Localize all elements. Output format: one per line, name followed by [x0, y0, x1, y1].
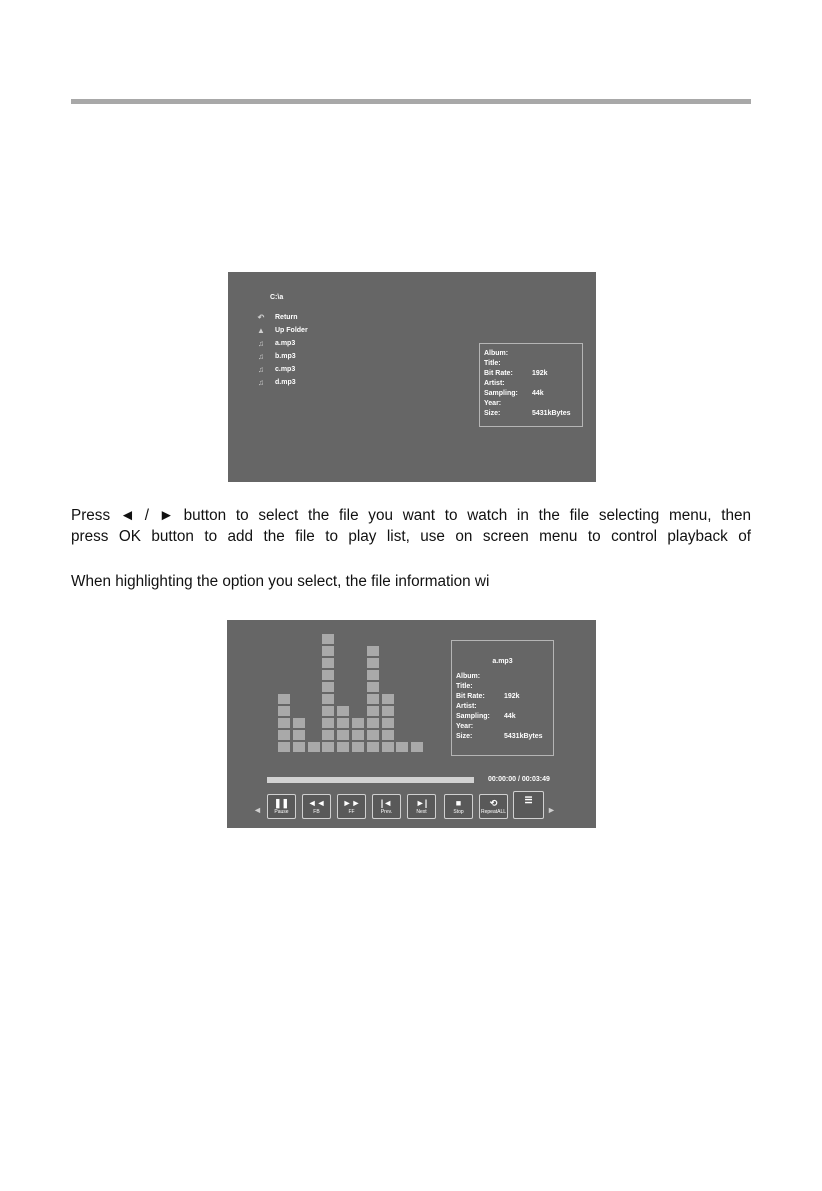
equalizer-block: [278, 694, 290, 704]
file-item-b-mp3[interactable]: [256, 351, 296, 362]
equalizer-block: [322, 694, 334, 704]
equalizer-block: [382, 718, 394, 728]
fast-forward-icon: ►►: [342, 798, 361, 808]
skip-previous-icon: |◄: [380, 798, 393, 808]
file-item-label: d.mp3: [275, 379, 296, 386]
equalizer-block: [352, 718, 364, 728]
instruction-paragraph: [71, 505, 751, 547]
info-row-artist: Artist:: [456, 703, 477, 710]
file-item-c-mp3[interactable]: [256, 364, 295, 375]
left-arrow-icon[interactable]: ◄: [253, 805, 262, 815]
equalizer-block: [367, 706, 379, 716]
equalizer-block: [322, 742, 334, 752]
equalizer-block: [411, 742, 423, 752]
file-info-panel: [451, 640, 554, 756]
equalizer-block: [352, 742, 364, 752]
equalizer-block: [278, 730, 290, 740]
fast-backward-button[interactable]: [302, 794, 331, 819]
file-item-label: Return: [275, 314, 298, 321]
info-row-year: Year:: [484, 400, 502, 407]
current-path: C:\a: [270, 294, 284, 301]
rewind-icon: ◄◄: [307, 798, 326, 808]
equalizer-block: [352, 730, 364, 740]
equalizer-block: [322, 706, 334, 716]
file-item-a-mp3[interactable]: [256, 338, 295, 349]
equalizer-block: [278, 742, 290, 752]
equalizer-block: [278, 718, 290, 728]
info-row-year: Year:: [456, 723, 474, 730]
button-label: Pause: [274, 809, 289, 815]
info-row-title: Title:: [456, 683, 473, 690]
next-button[interactable]: [407, 794, 436, 819]
equalizer-block: [367, 742, 379, 752]
right-arrow-icon[interactable]: ►: [547, 805, 556, 815]
pause-icon: ❚❚: [273, 798, 290, 808]
repeat-all-button[interactable]: [479, 794, 508, 819]
equalizer-block: [396, 742, 408, 752]
equalizer-block: [367, 718, 379, 728]
instruction-line: press OK button to add the file to play list, use on screen menu to control playback of: [71, 528, 751, 545]
header-rule: [71, 99, 751, 104]
equalizer-block: [367, 682, 379, 692]
playlist-icon: ☰: [524, 795, 533, 805]
file-item-up-folder[interactable]: [256, 325, 308, 336]
highlight-paragraph: When highlighting the option you select, the file information wi: [71, 573, 490, 590]
pause-button[interactable]: [267, 794, 296, 819]
equalizer-block: [278, 706, 290, 716]
equalizer-block: [367, 670, 379, 680]
equalizer-block: [322, 658, 334, 668]
equalizer-block: [293, 718, 305, 728]
equalizer-block: [322, 634, 334, 644]
button-label: Stop: [453, 809, 464, 815]
info-row-artist: Artist:: [484, 380, 505, 387]
button-label: FF: [348, 809, 355, 815]
file-item-d-mp3[interactable]: [256, 377, 296, 388]
equalizer-block: [308, 742, 320, 752]
equalizer-block: [293, 730, 305, 740]
info-row-size: Size: 5431kBytes: [484, 410, 571, 417]
file-item-label: a.mp3: [275, 340, 296, 347]
equalizer-visualizer: [227, 620, 447, 760]
repeat-icon: ⟲: [489, 798, 498, 808]
equalizer-block: [337, 718, 349, 728]
up-folder-icon: ▲: [257, 326, 265, 335]
file-info-title: a.mp3: [492, 658, 513, 665]
equalizer-block: [367, 646, 379, 656]
equalizer-block: [322, 718, 334, 728]
music-file-icon: ♫: [258, 339, 264, 348]
equalizer-block: [322, 682, 334, 692]
info-row-bitrate: Bit Rate: 192k: [456, 693, 520, 700]
equalizer-block: [367, 658, 379, 668]
file-item-label: b.mp3: [275, 353, 296, 360]
button-label: RepeatALL: [480, 809, 507, 815]
equalizer-block: [382, 742, 394, 752]
return-icon: ↶: [257, 313, 265, 322]
info-row-sampling: Sampling: 44k: [484, 390, 544, 397]
equalizer-block: [382, 694, 394, 704]
equalizer-block: [337, 730, 349, 740]
file-item-label: Up Folder: [275, 327, 308, 334]
previous-button[interactable]: [372, 794, 401, 819]
stop-button[interactable]: [444, 794, 473, 819]
playlist-button[interactable]: [513, 791, 544, 819]
info-row-album: Album:: [484, 350, 509, 357]
equalizer-block: [322, 646, 334, 656]
button-label: FB: [313, 809, 320, 815]
music-file-icon: ♫: [258, 352, 264, 361]
instruction-line: Press ◄ / ► button to select the file you want to watch in the file selecting menu, then: [71, 507, 751, 524]
music-playback-screen: [227, 620, 596, 828]
equalizer-block: [367, 694, 379, 704]
equalizer-block: [337, 706, 349, 716]
info-row-title: Title:: [484, 360, 501, 367]
info-row-album: Album:: [456, 673, 481, 680]
music-file-icon: ♫: [258, 378, 264, 387]
equalizer-block: [382, 706, 394, 716]
equalizer-block: [322, 670, 334, 680]
button-label: Prev.: [380, 809, 393, 815]
info-row-size: Size: 5431kBytes: [456, 733, 543, 740]
equalizer-block: [337, 742, 349, 752]
fast-forward-button[interactable]: [337, 794, 366, 819]
info-row-sampling: Sampling: 44k: [456, 713, 516, 720]
file-item-label: c.mp3: [275, 366, 296, 373]
file-item-return[interactable]: [256, 312, 298, 323]
equalizer-block: [322, 730, 334, 740]
skip-next-icon: ►|: [415, 798, 428, 808]
info-row-bitrate: Bit Rate: 192k: [484, 370, 548, 377]
progress-bar[interactable]: [267, 777, 474, 783]
equalizer-block: [293, 742, 305, 752]
stop-icon: ■: [455, 798, 462, 808]
playback-time: 00:00:00 / 00:03:49: [488, 776, 550, 783]
button-label: Next: [416, 809, 427, 815]
file-browser-screen: [228, 272, 596, 482]
equalizer-block: [382, 730, 394, 740]
file-info-panel: [479, 343, 583, 427]
music-file-icon: ♫: [258, 365, 264, 374]
equalizer-block: [367, 730, 379, 740]
